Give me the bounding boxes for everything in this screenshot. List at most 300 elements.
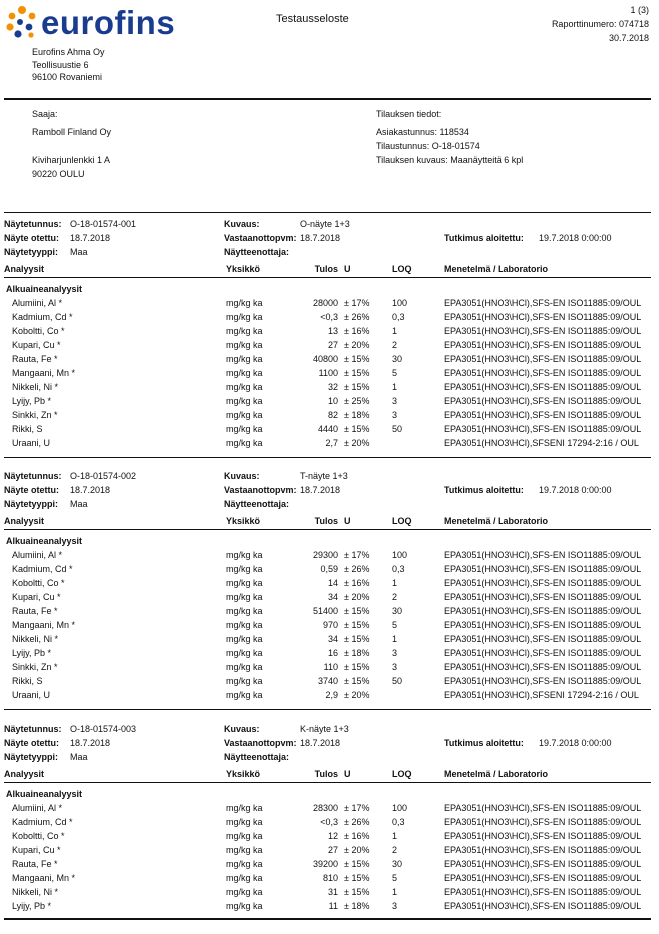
- sample-meta-label: Näyte otettu:: [4, 233, 60, 243]
- analyte-name: Rauta, Fe *: [12, 606, 58, 616]
- table-row: [4, 831, 651, 845]
- sample-meta-value: 18.7.2018: [300, 485, 341, 495]
- unit: mg/kg ka: [226, 887, 263, 897]
- col-unit: Yksikkö: [226, 769, 261, 779]
- method: EPA3051(HNO3\HCl),SFS-EN ISO11885:09/OUL: [444, 845, 642, 855]
- analyte-name: Nikkeli, Ni *: [12, 382, 59, 392]
- sample-meta-value: K-näyte 1+3: [300, 724, 349, 734]
- table-row: [4, 901, 651, 915]
- analyte-name: Koboltti, Co *: [12, 578, 65, 588]
- sample-meta-label: Kuvaus:: [224, 219, 260, 229]
- col-result: Tulos: [314, 769, 338, 779]
- sample-meta-label: Kuvaus:: [224, 471, 260, 481]
- group-title: Alkuaineanalyysit: [6, 789, 83, 799]
- unit: mg/kg ka: [226, 410, 263, 420]
- sample-meta-value: T-näyte 1+3: [300, 471, 348, 481]
- loq: 50: [392, 424, 403, 434]
- uncertainty: ± 15%: [344, 887, 370, 897]
- method: EPA3051(HNO3\HCl),SFS-EN ISO11885:09/OUL: [444, 634, 642, 644]
- uncertainty: ± 16%: [344, 831, 370, 841]
- loq: 3: [392, 410, 398, 420]
- sample-meta-value: 19.7.2018 0:00:00: [539, 233, 612, 243]
- result: 3740: [317, 676, 338, 686]
- table-row: [4, 382, 651, 396]
- sample-section: [4, 724, 651, 934]
- loq: 1: [392, 831, 398, 841]
- col-analysis: Analyysit: [4, 516, 45, 526]
- uncertainty: ± 17%: [344, 298, 370, 308]
- method: EPA3051(HNO3\HCl),SFS-EN ISO11885:09/OUL: [444, 382, 642, 392]
- table-header-line: [4, 529, 651, 530]
- loq: 50: [392, 676, 403, 686]
- col-method: Menetelmä / Laboratorio: [444, 516, 549, 526]
- method: EPA3051(HNO3\HCl),SFS-EN ISO11885:09/OUL: [444, 354, 642, 364]
- uncertainty: ± 15%: [344, 634, 370, 644]
- result: 51400: [312, 606, 338, 616]
- uncertainty: ± 16%: [344, 578, 370, 588]
- unit: mg/kg ka: [226, 382, 263, 392]
- recipient-divider: [4, 212, 651, 213]
- table-row: [4, 887, 651, 901]
- result: 2,7: [325, 438, 338, 448]
- section-divider: [4, 709, 651, 710]
- unit: mg/kg ka: [226, 634, 263, 644]
- table-row: [4, 438, 651, 452]
- sample-meta-label: Näytetyyppi:: [4, 499, 59, 509]
- analyte-name: Uraani, U: [12, 690, 51, 700]
- loq: 30: [392, 606, 403, 616]
- unit: mg/kg ka: [226, 424, 263, 434]
- unit: mg/kg ka: [226, 396, 263, 406]
- col-u: U: [344, 769, 351, 779]
- sample-meta-value: 19.7.2018 0:00:00: [539, 738, 612, 748]
- analyte-name: Kadmium, Cd *: [12, 817, 73, 827]
- method: EPA3051(HNO3\HCl),SFS-EN ISO11885:09/OUL: [444, 606, 642, 616]
- method: EPA3051(HNO3\HCl),SFS-EN ISO11885:09/OUL: [444, 873, 642, 883]
- sample-meta-label: Näytetyyppi:: [4, 247, 59, 257]
- analyte-name: Alumiini, Al *: [12, 298, 63, 308]
- analyte-name: Kupari, Cu *: [12, 845, 61, 855]
- sample-meta-label: Vastaanottopvm:: [224, 233, 297, 243]
- col-loq: LOQ: [392, 516, 412, 526]
- loq: 3: [392, 901, 398, 911]
- uncertainty: ± 20%: [344, 690, 370, 700]
- uncertainty: ± 26%: [344, 312, 370, 322]
- method: EPA3051(HNO3\HCl),SFS-EN ISO11885:09/OUL: [444, 298, 642, 308]
- sample-meta-label: Kuvaus:: [224, 724, 260, 734]
- method: EPA3051(HNO3\HCl),SFS-EN ISO11885:09/OUL: [444, 578, 642, 588]
- uncertainty: ± 20%: [344, 592, 370, 602]
- result: <0,3: [320, 817, 338, 827]
- analyte-name: Uraani, U: [12, 438, 51, 448]
- method: EPA3051(HNO3\HCl),SFS-EN ISO11885:09/OUL: [444, 817, 642, 827]
- uncertainty: ± 15%: [344, 662, 370, 672]
- sample-meta-label: Näytetunnus:: [4, 471, 62, 481]
- analyte-name: Sinkki, Zn *: [12, 662, 58, 672]
- method: EPA3051(HNO3\HCl),SFS-EN ISO11885:09/OUL: [444, 340, 642, 350]
- result: 31: [327, 887, 338, 897]
- method: EPA3051(HNO3\HCl),SFS-EN ISO11885:09/OUL: [444, 676, 642, 686]
- sample-meta-value: 18.7.2018: [70, 738, 111, 748]
- unit: mg/kg ka: [226, 354, 263, 364]
- result: 28000: [312, 298, 338, 308]
- sample-section: [4, 219, 651, 471]
- result: <0,3: [320, 312, 338, 322]
- sample-meta-value: 18.7.2018: [300, 233, 341, 243]
- result: 16: [327, 648, 338, 658]
- header-divider: [4, 98, 651, 100]
- analyte-name: Kadmium, Cd *: [12, 312, 73, 322]
- result: 32: [327, 382, 338, 392]
- loq: 5: [392, 620, 398, 630]
- table-row: [4, 340, 651, 354]
- loq: 1: [392, 634, 398, 644]
- logo-dots-icon: [5, 5, 39, 39]
- result: 34: [327, 634, 338, 644]
- col-loq: LOQ: [392, 769, 412, 779]
- loq: 3: [392, 648, 398, 658]
- unit: mg/kg ka: [226, 662, 263, 672]
- sender-line-3: 96100 Rovaniemi: [32, 72, 103, 82]
- result: 110: [323, 662, 338, 672]
- method: EPA3051(HNO3\HCl),SFS-EN ISO11885:09/OUL: [444, 368, 642, 378]
- table-row: [4, 859, 651, 873]
- sample-meta-label: Näytteenottaja:: [224, 247, 290, 257]
- order-description: Tilauksen kuvaus: Maanäytteitä 6 kpl: [376, 155, 524, 165]
- sender-line-2: Teollisuustie 6: [32, 60, 89, 70]
- table-row: [4, 648, 651, 662]
- order-customer: Asiakastunnus: 118534: [376, 127, 469, 137]
- sample-meta-value: O-18-01574-001: [70, 219, 137, 229]
- col-result: Tulos: [314, 516, 338, 526]
- table-header-line: [4, 782, 651, 783]
- unit: mg/kg ka: [226, 817, 263, 827]
- unit: mg/kg ka: [226, 578, 263, 588]
- col-u: U: [344, 516, 351, 526]
- section-divider: [4, 457, 651, 458]
- loq: 5: [392, 873, 398, 883]
- sample-meta-label: Tutkimus aloitettu:: [444, 738, 524, 748]
- table-row: [4, 312, 651, 326]
- uncertainty: ± 15%: [344, 873, 370, 883]
- sample-meta-label: Näytetyyppi:: [4, 752, 59, 762]
- col-unit: Yksikkö: [226, 516, 261, 526]
- analyte-name: Mangaani, Mn *: [12, 620, 76, 630]
- group-title: Alkuaineanalyysit: [6, 536, 83, 546]
- result: 10: [327, 396, 338, 406]
- table-header: [4, 769, 651, 783]
- uncertainty: ± 18%: [344, 648, 370, 658]
- recipient-label: Saaja:: [32, 109, 58, 119]
- analyte-name: Rikki, S: [12, 676, 43, 686]
- analyte-name: Koboltti, Co *: [12, 831, 65, 841]
- unit: mg/kg ka: [226, 901, 263, 911]
- loq: 2: [392, 592, 398, 602]
- analyte-name: Lyijy, Pb *: [12, 648, 52, 658]
- analyte-name: Kupari, Cu *: [12, 592, 61, 602]
- page-number: 1 (3): [630, 5, 649, 15]
- sample-meta-value: Maa: [70, 247, 88, 257]
- table-row: [4, 298, 651, 312]
- uncertainty: ± 16%: [344, 326, 370, 336]
- result: 34: [327, 592, 338, 602]
- sample-meta-value: 18.7.2018: [70, 485, 111, 495]
- sample-meta-label: Näyte otettu:: [4, 485, 60, 495]
- table-row: [4, 690, 651, 704]
- analyte-name: Rauta, Fe *: [12, 859, 58, 869]
- table-row: [4, 326, 651, 340]
- loq: 1: [392, 578, 398, 588]
- col-unit: Yksikkö: [226, 264, 261, 274]
- uncertainty: ± 25%: [344, 396, 370, 406]
- analyte-name: Alumiini, Al *: [12, 550, 63, 560]
- table-row: [4, 368, 651, 382]
- loq: 3: [392, 662, 398, 672]
- table-row: [4, 424, 651, 438]
- table-row: [4, 564, 651, 578]
- sample-meta-value: O-näyte 1+3: [300, 219, 350, 229]
- uncertainty: ± 26%: [344, 564, 370, 574]
- order-id: Tilaustunnus: O-18-01574: [376, 141, 480, 151]
- footer-divider: [4, 918, 651, 920]
- table-row: [4, 606, 651, 620]
- method: EPA3051(HNO3\HCl),SFS-EN ISO11885:09/OUL: [444, 424, 642, 434]
- unit: mg/kg ka: [226, 620, 263, 630]
- result: 0,59: [320, 564, 338, 574]
- unit: mg/kg ka: [226, 564, 263, 574]
- loq: 5: [392, 368, 398, 378]
- col-method: Menetelmä / Laboratorio: [444, 264, 549, 274]
- sample-meta-label: Näytetunnus:: [4, 724, 62, 734]
- table-row: [4, 676, 651, 690]
- result: 970: [322, 620, 338, 630]
- unit: mg/kg ka: [226, 859, 263, 869]
- result: 14: [327, 578, 338, 588]
- uncertainty: ± 18%: [344, 901, 370, 911]
- logo-text: eurofins: [41, 4, 176, 41]
- table-row: [4, 578, 651, 592]
- loq: 1: [392, 326, 398, 336]
- loq: 100: [392, 550, 408, 560]
- method: EPA3051(HNO3\HCl),SFS-EN ISO11885:09/OUL: [444, 831, 642, 841]
- sample-meta-value: Maa: [70, 752, 88, 762]
- unit: mg/kg ka: [226, 845, 263, 855]
- col-method: Menetelmä / Laboratorio: [444, 769, 549, 779]
- method: EPA3051(HNO3\HCl),SFS-EN ISO11885:09/OUL: [444, 592, 642, 602]
- unit: mg/kg ka: [226, 873, 263, 883]
- document-title: Testausseloste: [276, 13, 349, 25]
- table-header: [4, 516, 651, 530]
- result: 28300: [312, 803, 338, 813]
- recipient-street: Kiviharjunlenkki 1 A: [32, 155, 111, 165]
- method: EPA3051(HNO3\HCl),SFS-EN ISO11885:09/OUL: [444, 901, 642, 911]
- loq: 2: [392, 340, 398, 350]
- result: 11: [328, 901, 338, 911]
- method: EPA3051(HNO3\HCl),SFS-EN ISO11885:09/OUL: [444, 803, 642, 813]
- loq: 0,3: [392, 312, 405, 322]
- recipient-city: 90220 OULU: [32, 169, 85, 179]
- unit: mg/kg ka: [226, 606, 263, 616]
- col-analysis: Analyysit: [4, 769, 45, 779]
- sample-meta-value: O-18-01574-003: [70, 724, 137, 734]
- loq: 100: [392, 803, 408, 813]
- result: 40800: [312, 354, 338, 364]
- uncertainty: ± 15%: [344, 368, 370, 378]
- uncertainty: ± 26%: [344, 817, 370, 827]
- group-title: Alkuaineanalyysit: [6, 284, 83, 294]
- unit: mg/kg ka: [226, 312, 263, 322]
- sender-line-1: Eurofins Ahma Oy: [32, 47, 105, 57]
- uncertainty: ± 15%: [344, 354, 370, 364]
- report-date: 30.7.2018: [608, 33, 649, 43]
- method: EPA3051(HNO3\HCl),SFS-EN ISO11885:09/OUL: [444, 550, 642, 560]
- analyte-name: Kadmium, Cd *: [12, 564, 73, 574]
- analyte-name: Mangaani, Mn *: [12, 368, 76, 378]
- loq: 0,3: [392, 564, 405, 574]
- sample-section: [4, 471, 651, 723]
- sample-meta-label: Vastaanottopvm:: [224, 485, 297, 495]
- analyte-name: Lyijy, Pb *: [12, 901, 52, 911]
- sample-meta-label: Näyte otettu:: [4, 738, 60, 748]
- loq: 30: [392, 354, 403, 364]
- unit: mg/kg ka: [226, 803, 263, 813]
- method: EPA3051(HNO3\HCl),SFS-EN ISO11885:09/OUL: [444, 662, 642, 672]
- unit: mg/kg ka: [226, 648, 263, 658]
- table-row: [4, 550, 651, 564]
- eurofins-logo: [5, 3, 175, 43]
- table-row: [4, 845, 651, 859]
- analyte-name: Sinkki, Zn *: [12, 410, 58, 420]
- unit: mg/kg ka: [226, 298, 263, 308]
- loq: 1: [392, 382, 398, 392]
- table-header: [4, 264, 651, 278]
- analyte-name: Rikki, S: [12, 424, 43, 434]
- uncertainty: ± 17%: [344, 803, 370, 813]
- table-row: [4, 634, 651, 648]
- sample-meta-label: Tutkimus aloitettu:: [444, 233, 524, 243]
- method: EPA3051(HNO3\HCl),SFS-EN ISO11885:09/OUL: [444, 312, 642, 322]
- table-row: [4, 396, 651, 410]
- method: EPA3051(HNO3\HCl),SFS-EN ISO11885:09/OUL: [444, 859, 642, 869]
- sample-meta-value: O-18-01574-002: [70, 471, 137, 481]
- loq: 3: [392, 396, 398, 406]
- table-row: [4, 354, 651, 368]
- result: 4440: [317, 424, 338, 434]
- sample-meta-label: Tutkimus aloitettu:: [444, 485, 524, 495]
- unit: mg/kg ka: [226, 326, 263, 336]
- unit: mg/kg ka: [226, 340, 263, 350]
- result: 810: [322, 873, 338, 883]
- unit: mg/kg ka: [226, 690, 263, 700]
- sample-meta-value: 19.7.2018 0:00:00: [539, 485, 612, 495]
- method: EPA3051(HNO3\HCl),SFSENI 17294-2:16 / OUL: [444, 690, 639, 700]
- uncertainty: ± 15%: [344, 606, 370, 616]
- result: 27: [327, 845, 338, 855]
- unit: mg/kg ka: [226, 592, 263, 602]
- table-row: [4, 620, 651, 634]
- unit: mg/kg ka: [226, 676, 263, 686]
- method: EPA3051(HNO3\HCl),SFSENI 17294-2:16 / OUL: [444, 438, 639, 448]
- table-row: [4, 410, 651, 424]
- sample-meta-label: Näytetunnus:: [4, 219, 62, 229]
- uncertainty: ± 15%: [344, 620, 370, 630]
- uncertainty: ± 15%: [344, 676, 370, 686]
- uncertainty: ± 15%: [344, 382, 370, 392]
- loq: 100: [392, 298, 408, 308]
- table-header-line: [4, 277, 651, 278]
- result: 39200: [312, 859, 338, 869]
- result: 29300: [312, 550, 338, 560]
- recipient-name: Ramboll Finland Oy: [32, 127, 112, 137]
- uncertainty: ± 17%: [344, 550, 370, 560]
- sample-meta-value: Maa: [70, 499, 88, 509]
- sample-meta-label: Näytteenottaja:: [224, 752, 290, 762]
- uncertainty: ± 15%: [344, 424, 370, 434]
- unit: mg/kg ka: [226, 550, 263, 560]
- sample-meta-label: Vastaanottopvm:: [224, 738, 297, 748]
- unit: mg/kg ka: [226, 438, 263, 448]
- col-loq: LOQ: [392, 264, 412, 274]
- col-u: U: [344, 264, 351, 274]
- result: 13: [327, 326, 338, 336]
- result: 82: [327, 410, 338, 420]
- col-result: Tulos: [314, 264, 338, 274]
- uncertainty: ± 15%: [344, 859, 370, 869]
- table-row: [4, 873, 651, 887]
- result: 1100: [318, 368, 338, 378]
- loq: 1: [392, 887, 398, 897]
- col-analysis: Analyysit: [4, 264, 45, 274]
- report-number: Raporttinumero: 074718: [551, 19, 649, 29]
- result: 27: [327, 340, 338, 350]
- method: EPA3051(HNO3\HCl),SFS-EN ISO11885:09/OUL: [444, 887, 642, 897]
- analyte-name: Kupari, Cu *: [12, 340, 61, 350]
- analyte-name: Mangaani, Mn *: [12, 873, 76, 883]
- uncertainty: ± 20%: [344, 845, 370, 855]
- analyte-name: Lyijy, Pb *: [12, 396, 52, 406]
- loq: 0,3: [392, 817, 405, 827]
- sample-meta-value: 18.7.2018: [300, 738, 341, 748]
- uncertainty: ± 20%: [344, 340, 370, 350]
- analyte-name: Nikkeli, Ni *: [12, 634, 59, 644]
- table-row: [4, 817, 651, 831]
- method: EPA3051(HNO3\HCl),SFS-EN ISO11885:09/OUL: [444, 620, 642, 630]
- method: EPA3051(HNO3\HCl),SFS-EN ISO11885:09/OUL: [444, 410, 642, 420]
- table-row: [4, 803, 651, 817]
- uncertainty: ± 18%: [344, 410, 370, 420]
- analyte-name: Rauta, Fe *: [12, 354, 58, 364]
- sample-meta-label: Näytteenottaja:: [224, 499, 290, 509]
- order-label: Tilauksen tiedot:: [376, 109, 442, 119]
- table-row: [4, 662, 651, 676]
- result: 2,9: [325, 690, 338, 700]
- analyte-name: Alumiini, Al *: [12, 803, 63, 813]
- analyte-name: Koboltti, Co *: [12, 326, 65, 336]
- loq: 2: [392, 845, 398, 855]
- method: EPA3051(HNO3\HCl),SFS-EN ISO11885:09/OUL: [444, 648, 642, 658]
- result: 12: [327, 831, 338, 841]
- table-row: [4, 592, 651, 606]
- analyte-name: Nikkeli, Ni *: [12, 887, 59, 897]
- loq: 30: [392, 859, 403, 869]
- uncertainty: ± 20%: [344, 438, 370, 448]
- sample-meta-value: 18.7.2018: [70, 233, 111, 243]
- method: EPA3051(HNO3\HCl),SFS-EN ISO11885:09/OUL: [444, 396, 642, 406]
- method: EPA3051(HNO3\HCl),SFS-EN ISO11885:09/OUL: [444, 564, 642, 574]
- method: EPA3051(HNO3\HCl),SFS-EN ISO11885:09/OUL: [444, 326, 642, 336]
- unit: mg/kg ka: [226, 831, 263, 841]
- unit: mg/kg ka: [226, 368, 263, 378]
